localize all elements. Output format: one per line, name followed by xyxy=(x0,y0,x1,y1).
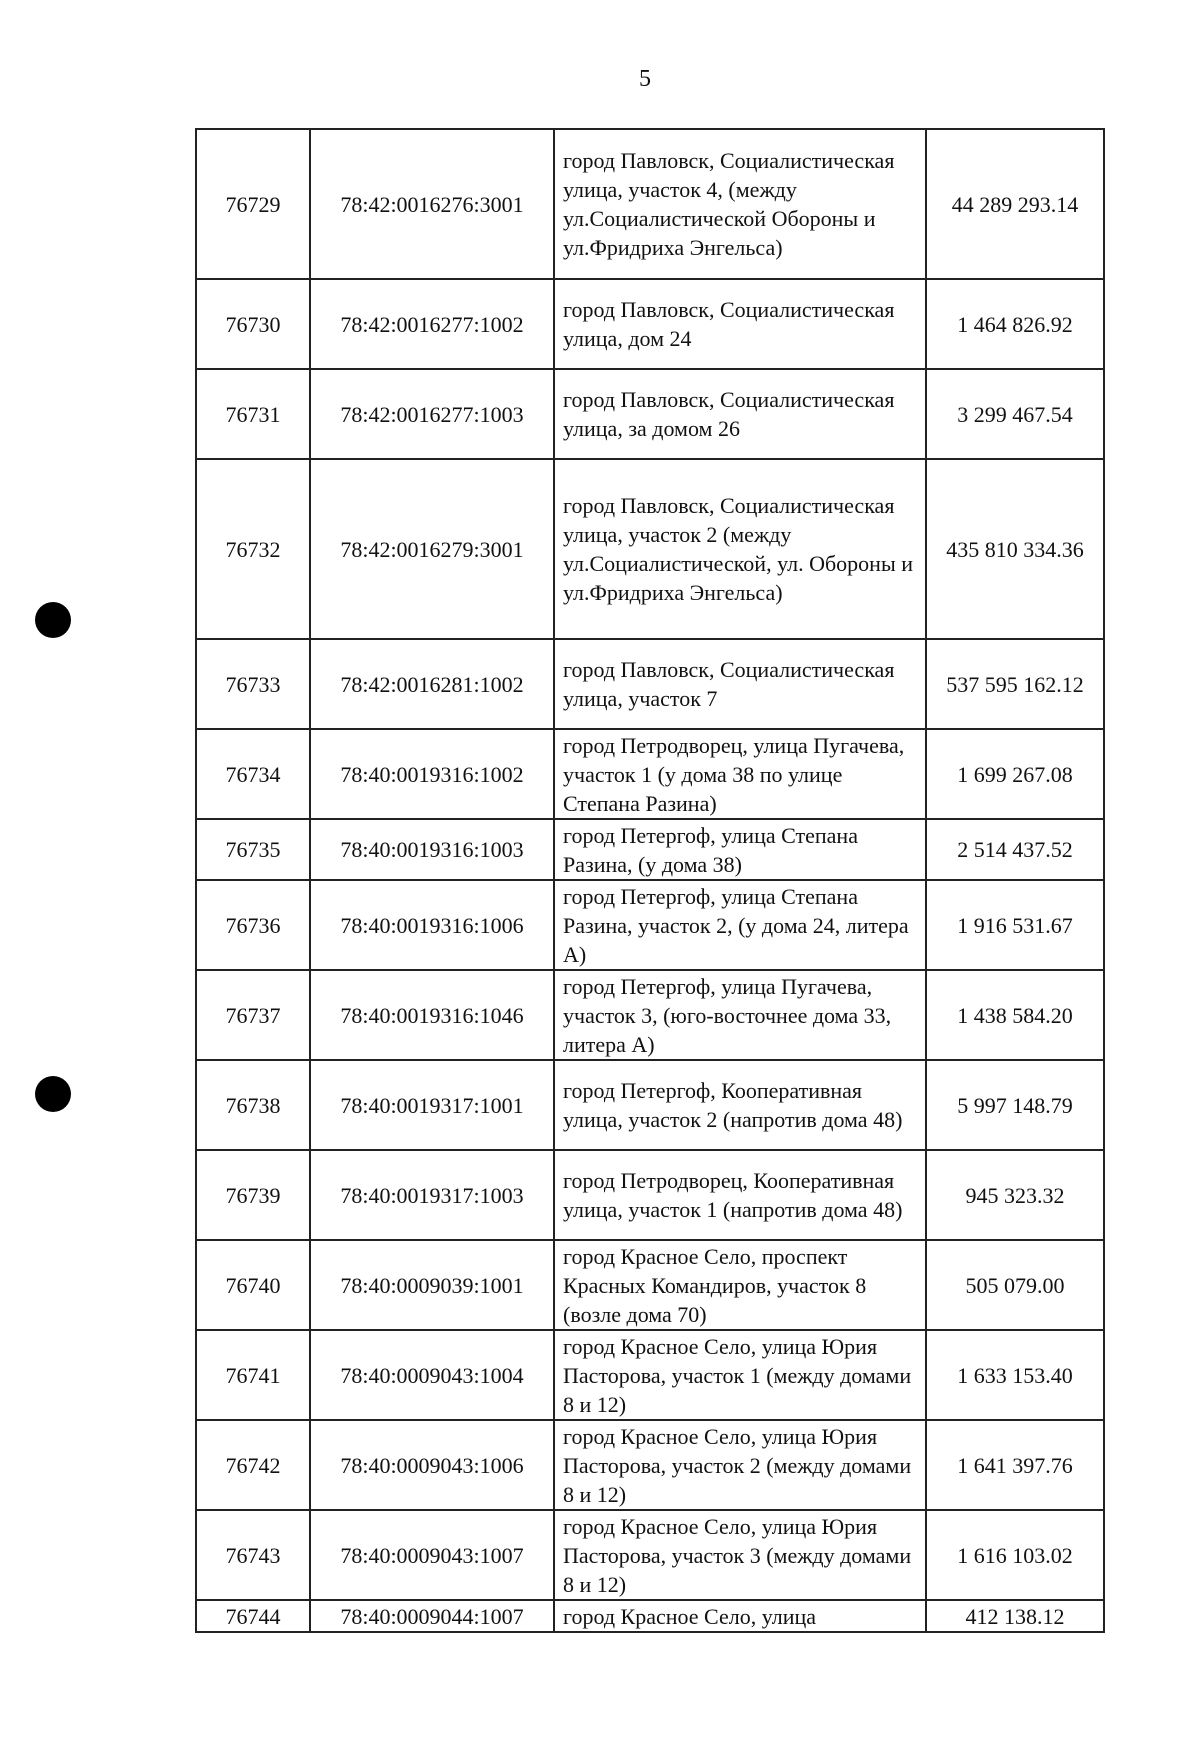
cadastral-number: 78:40:0019317:1003 xyxy=(310,1150,554,1240)
cadastral-number: 78:40:0019316:1046 xyxy=(310,970,554,1060)
row-number: 76737 xyxy=(196,970,310,1060)
address: город Красное Село, улица Юрия Пасторова, участок 1 (между домами 8 и 12) xyxy=(554,1330,926,1420)
cadastral-value: 1 916 531.67 xyxy=(926,880,1104,970)
cadastral-value: 537 595 162.12 xyxy=(926,639,1104,729)
cadastral-value: 3 299 467.54 xyxy=(926,369,1104,459)
address: город Павловск, Социалистическая улица, участок 7 xyxy=(554,639,926,729)
cadastral-number: 78:42:0016276:3001 xyxy=(310,129,554,279)
row-number: 76744 xyxy=(196,1600,310,1632)
table-row xyxy=(196,1510,1104,1600)
address: город Красное Село, улица Юрия Пасторова, участок 3 (между домами 8 и 12) xyxy=(554,1510,926,1600)
table-row xyxy=(196,1060,1104,1150)
cadastral-number: 78:40:0019316:1002 xyxy=(310,729,554,819)
address: город Павловск, Социалистическая улица, дом 24 xyxy=(554,279,926,369)
table-row xyxy=(196,129,1104,279)
table-row xyxy=(196,1600,1104,1632)
table-row xyxy=(196,1240,1104,1330)
cadastral-number: 78:42:0016277:1003 xyxy=(310,369,554,459)
table-row xyxy=(196,1150,1104,1240)
table-row xyxy=(196,639,1104,729)
cadastral-value: 412 138.12 xyxy=(926,1600,1104,1632)
row-number: 76736 xyxy=(196,880,310,970)
address: город Петродворец, Кооперативная улица, участок 1 (напротив дома 48) xyxy=(554,1150,926,1240)
cadastral-number: 78:40:0009039:1001 xyxy=(310,1240,554,1330)
cadastral-value: 5 997 148.79 xyxy=(926,1060,1104,1150)
cadastral-number: 78:40:0019316:1006 xyxy=(310,880,554,970)
row-number: 76730 xyxy=(196,279,310,369)
table-row xyxy=(196,279,1104,369)
row-number: 76732 xyxy=(196,459,310,639)
address: город Петергоф, улица Степана Разина, участок 2, (у дома 24, литера А) xyxy=(554,880,926,970)
table-row xyxy=(196,1330,1104,1420)
address: город Петергоф, Кооперативная улица, участок 2 (напротив дома 48) xyxy=(554,1060,926,1150)
cadastral-value: 505 079.00 xyxy=(926,1240,1104,1330)
row-number: 76734 xyxy=(196,729,310,819)
table-row xyxy=(196,880,1104,970)
cadastral-value: 1 641 397.76 xyxy=(926,1420,1104,1510)
row-number: 76729 xyxy=(196,129,310,279)
table-row xyxy=(196,459,1104,639)
table-row xyxy=(196,819,1104,880)
cadastral-value: 945 323.32 xyxy=(926,1150,1104,1240)
row-number: 76733 xyxy=(196,639,310,729)
address: город Павловск, Социалистическая улица, за домом 26 xyxy=(554,369,926,459)
table-row xyxy=(196,1420,1104,1510)
cadastral-number: 78:40:0009043:1006 xyxy=(310,1420,554,1510)
cadastral-value: 1 633 153.40 xyxy=(926,1330,1104,1420)
cadastral-number: 78:40:0009043:1004 xyxy=(310,1330,554,1420)
row-number: 76731 xyxy=(196,369,310,459)
row-number: 76741 xyxy=(196,1330,310,1420)
row-number: 76739 xyxy=(196,1150,310,1240)
cadastral-value: 1 438 584.20 xyxy=(926,970,1104,1060)
cadastral-value: 44 289 293.14 xyxy=(926,129,1104,279)
cadastral-value: 1 699 267.08 xyxy=(926,729,1104,819)
row-number: 76735 xyxy=(196,819,310,880)
cadastral-number: 78:42:0016281:1002 xyxy=(310,639,554,729)
table-row xyxy=(196,970,1104,1060)
page-number: 5 xyxy=(639,66,651,92)
address: город Павловск, Социалистическая улица, участок 4, (между ул.Социалистической Обороны и ул.Фридриха Энгельса) xyxy=(554,129,926,279)
cadastral-number: 78:42:0016277:1002 xyxy=(310,279,554,369)
table-row xyxy=(196,369,1104,459)
punch-hole-mark xyxy=(35,602,71,638)
address: город Петергоф, улица Пугачева, участок 3, (юго-восточнее дома 33, литера А) xyxy=(554,970,926,1060)
punch-hole-mark xyxy=(35,1076,71,1112)
cadastral-value: 2 514 437.52 xyxy=(926,819,1104,880)
row-number: 76740 xyxy=(196,1240,310,1330)
cadastral-number: 78:40:0019316:1003 xyxy=(310,819,554,880)
table-row xyxy=(196,729,1104,819)
address: город Красное Село, улица xyxy=(554,1600,926,1632)
address: город Красное Село, улица Юрия Пасторова, участок 2 (между домами 8 и 12) xyxy=(554,1420,926,1510)
row-number: 76738 xyxy=(196,1060,310,1150)
address: город Красное Село, проспект Красных Командиров, участок 8 (возле дома 70) xyxy=(554,1240,926,1330)
cadastral-number: 78:40:0009044:1007 xyxy=(310,1600,554,1632)
address: город Павловск, Социалистическая улица, участок 2 (между ул.Социалистической, ул. Обороны и ул.Фридриха Энгельса) xyxy=(554,459,926,639)
cadastral-value: 1 616 103.02 xyxy=(926,1510,1104,1600)
registry-table xyxy=(195,128,1105,1633)
cadastral-number: 78:40:0019317:1001 xyxy=(310,1060,554,1150)
row-number: 76743 xyxy=(196,1510,310,1600)
cadastral-number: 78:42:0016279:3001 xyxy=(310,459,554,639)
row-number: 76742 xyxy=(196,1420,310,1510)
cadastral-value: 435 810 334.36 xyxy=(926,459,1104,639)
cadastral-value: 1 464 826.92 xyxy=(926,279,1104,369)
address: город Петергоф, улица Степана Разина, (у дома 38) xyxy=(554,819,926,880)
address: город Петродворец, улица Пугачева, участок 1 (у дома 38 по улице Степана Разина) xyxy=(554,729,926,819)
cadastral-number: 78:40:0009043:1007 xyxy=(310,1510,554,1600)
